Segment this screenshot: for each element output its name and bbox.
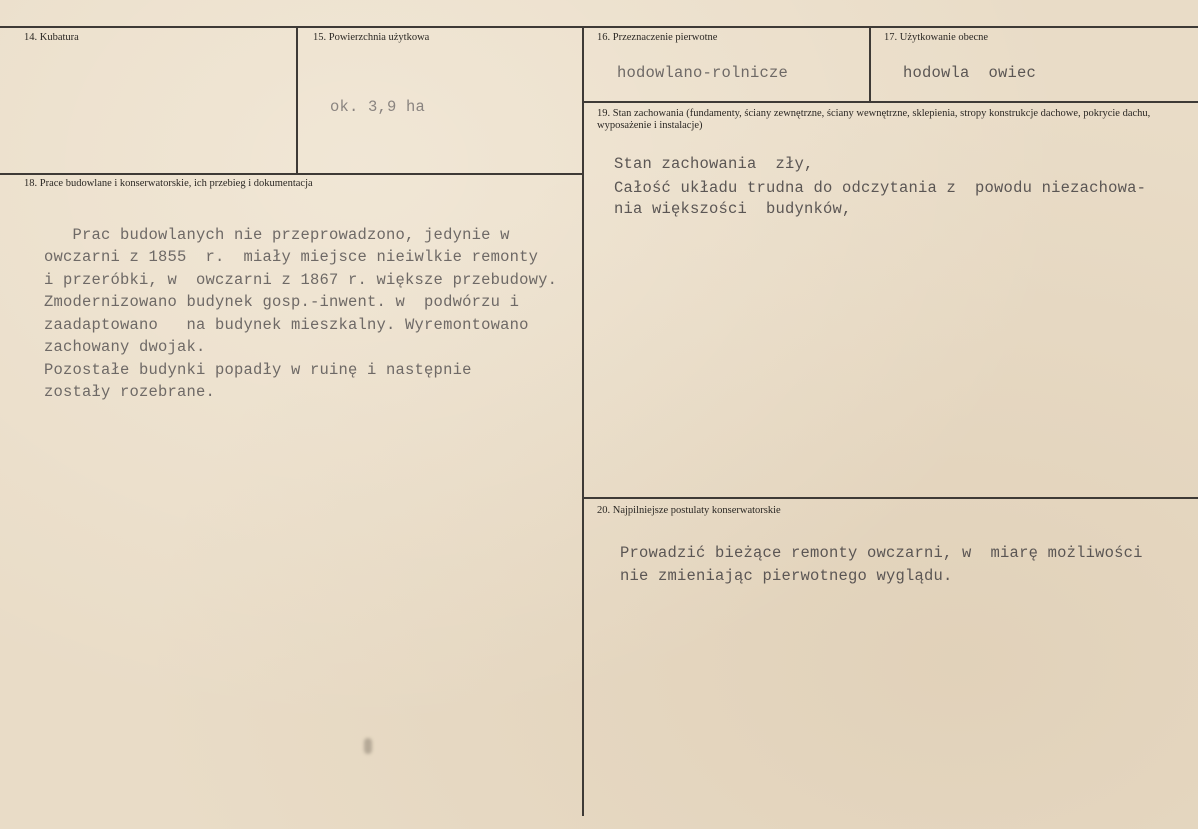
- divider-16-17: [869, 26, 871, 101]
- field-16-value: hodowlano-rolnicze: [617, 64, 789, 82]
- field-18-line: zostały rozebrane.: [44, 383, 216, 401]
- top-rule: [0, 26, 1198, 28]
- field-15-label: 15. Powierzchnia użytkowa: [313, 32, 430, 43]
- field-18-line: zachowany dwojak.: [44, 338, 206, 356]
- field-18-line: Pozostałe budynki popadły w ruinę i następnie: [44, 361, 472, 379]
- field-15-value: ok. 3,9 ha: [330, 98, 426, 116]
- rule-20: [584, 497, 1198, 499]
- divider-main: [582, 26, 584, 816]
- ink-smudge: [364, 738, 372, 754]
- field-18-line: Zmodernizowano budynek gosp.-inwent. w podwórzu i: [44, 293, 520, 311]
- field-14-label: 14. Kubatura: [24, 32, 79, 43]
- field-19-line: Całość układu trudna do odczytania z powodu niezachowa-: [614, 179, 1147, 197]
- field-17-label: 17. Użytkowanie obecne: [884, 32, 989, 43]
- field-20-line: Prowadzić bieżące remonty owczarni, w miarę możliwości: [620, 544, 1143, 562]
- rule-19: [584, 101, 1198, 103]
- rule-18: [0, 173, 584, 175]
- field-17-value: hodowla owiec: [903, 64, 1037, 82]
- field-19-line: Stan zachowania zły,: [614, 155, 814, 173]
- divider-14-15: [296, 26, 298, 173]
- field-20-line: nie zmieniając pierwotnego wyglądu.: [620, 567, 953, 585]
- field-19-line: nia większości budynków,: [614, 200, 852, 218]
- field-18-line: i przeróbki, w owczarni z 1867 r. większe przebudowy.: [44, 271, 558, 289]
- field-18-line: zaadaptowano na budynek mieszkalny. Wyremontowano: [44, 316, 529, 334]
- field-18-line: owczarni z 1855 r. miały miejsce nieiwlkie remonty: [44, 248, 539, 266]
- field-16-label: 16. Przeznaczenie pierwotne: [597, 32, 718, 43]
- field-20-label: 20. Najpilniejsze postulaty konserwatorskie: [597, 505, 781, 516]
- field-19-label: 19. Stan zachowania (fundamenty, ściany zewnętrzne, ściany wewnętrzne, sklepienia, stropy konstrukcje dachowe, pokrycie dachu, wyposażenie i instalacje): [597, 108, 1151, 131]
- field-18-label: 18. Prace budowlane i konserwatorskie, ich przebieg i dokumentacja: [24, 178, 313, 189]
- field-18-line: Prac budowlanych nie przeprowadzono, jedynie w: [44, 226, 510, 244]
